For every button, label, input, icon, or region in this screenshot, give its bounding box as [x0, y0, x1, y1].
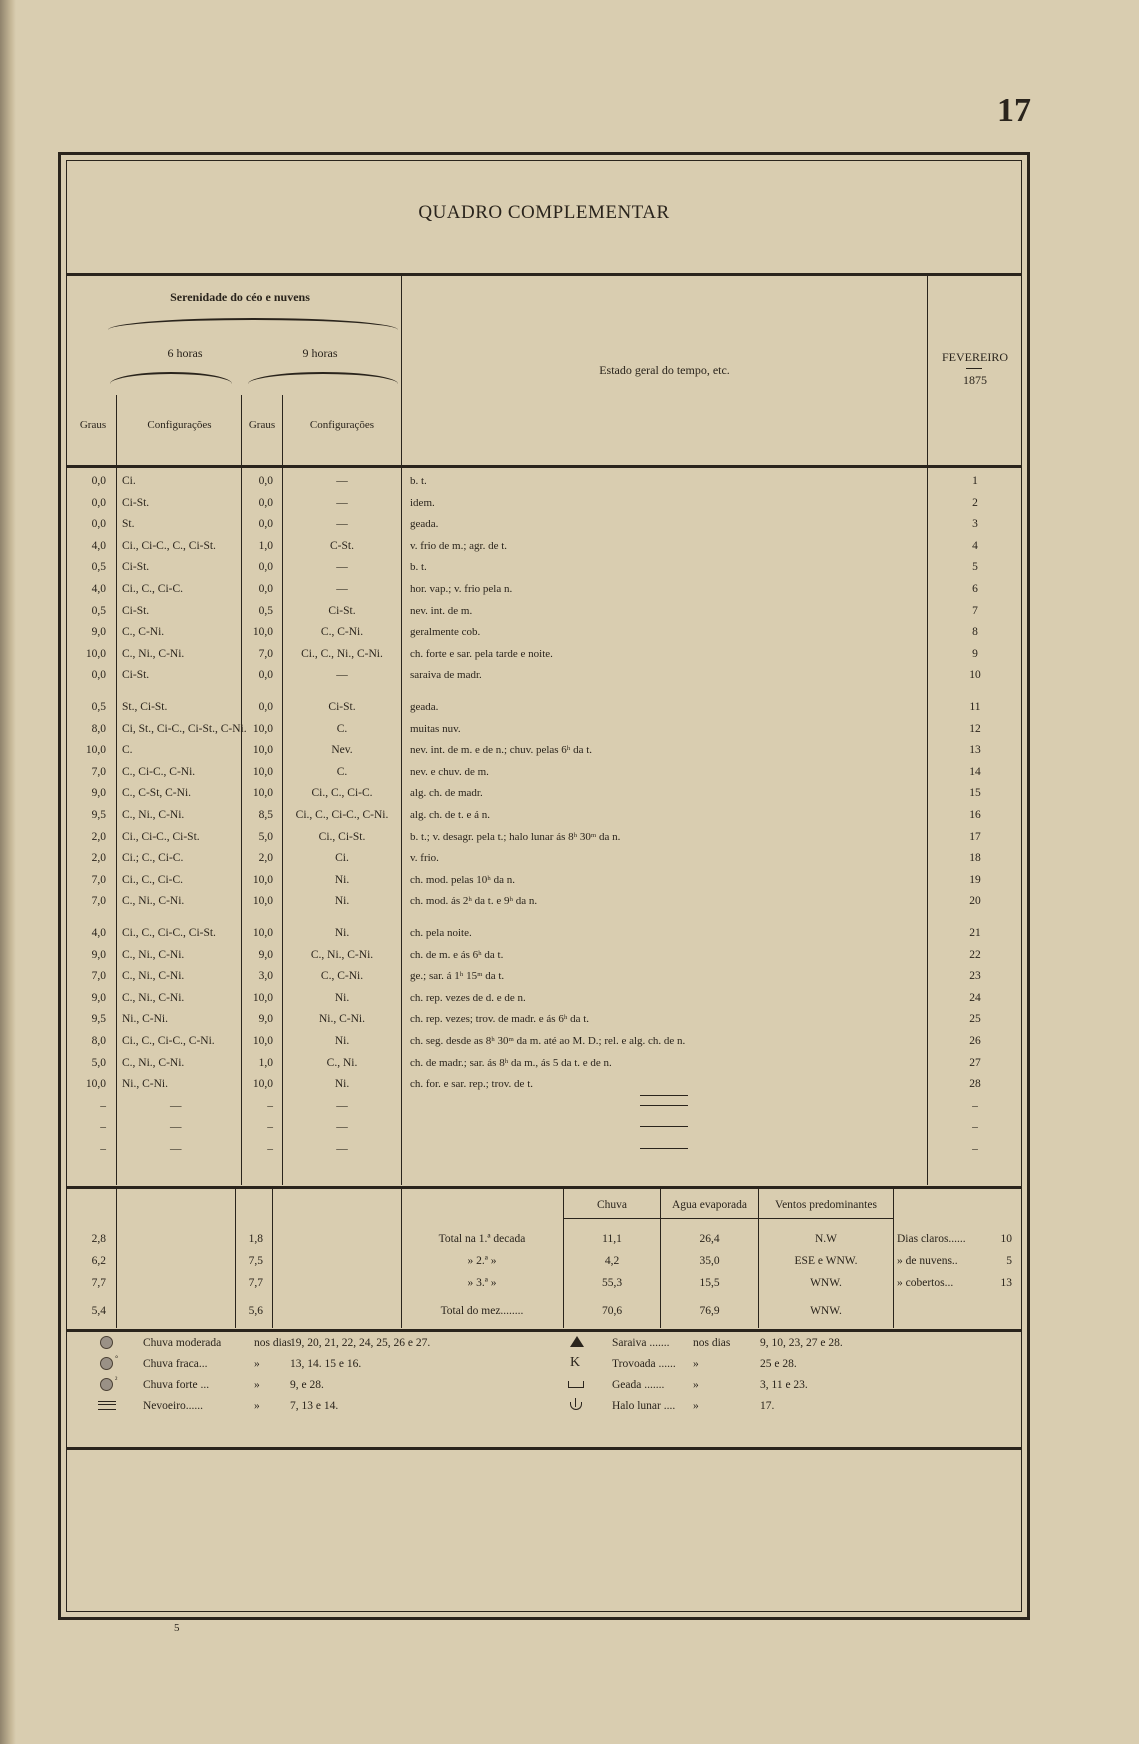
summary-graus-9: 7,7 — [248, 1277, 263, 1289]
cell-day: 24 — [969, 991, 981, 1004]
cell-day: 7 — [972, 604, 978, 617]
cell-graus-6: 9,5 — [91, 1013, 106, 1026]
hail-icon — [570, 1336, 584, 1347]
sum-rule-1 — [116, 1188, 117, 1328]
cell-graus-9: – — [267, 1099, 273, 1112]
summary-agua: 76,9 — [699, 1305, 720, 1317]
summary-header-rule — [564, 1218, 894, 1219]
cell-estado: nev. int. de m. — [410, 604, 473, 617]
cell-config-9: — — [336, 1121, 348, 1134]
cell-config-6: Ni., C-Ni. — [122, 1013, 168, 1026]
cell-graus-9: 0,0 — [258, 669, 273, 682]
summary-ventos: ESE e WNW. — [794, 1255, 858, 1267]
cell-estado: ch. pela noite. — [410, 927, 472, 939]
cell-estado: ch. rep. vezes; trov. de madr. e ás 6ʰ da t. — [410, 1013, 590, 1026]
summary-label: Total do mez........ — [440, 1305, 524, 1317]
cell-graus-9: 10,0 — [252, 895, 273, 908]
legend-top-rule — [66, 1329, 1022, 1332]
cell-config-6: C., Ni., C-Ni. — [122, 970, 185, 983]
cell-graus-6: 5,0 — [91, 1056, 106, 1069]
cell-graus-9: 10,0 — [252, 626, 273, 639]
cell-graus-6: 0,5 — [91, 604, 106, 617]
cell-day: 23 — [969, 970, 981, 983]
cell-config-6: St., Ci-St. — [122, 701, 168, 713]
header-serenidade: Serenidade do céo e nuvens — [170, 290, 310, 304]
thunder-icon: K — [570, 1355, 581, 1370]
summary-graus-9: 5,6 — [248, 1305, 263, 1317]
summary-dias: » cobertos... — [897, 1277, 954, 1289]
cell-day: 11 — [969, 701, 981, 713]
summary-agua: 35,0 — [699, 1255, 720, 1267]
col-rule-4 — [401, 275, 402, 1185]
rain-heavy-icon — [100, 1378, 113, 1391]
cell-estado: muitas nuv. — [410, 722, 461, 735]
legend-sep: » — [693, 1358, 699, 1370]
summary-label: » 2.ª » — [467, 1255, 497, 1267]
cell-config-9: Ci., C., Ci-C., C-Ni. — [295, 809, 389, 821]
cell-graus-9: 0,0 — [258, 561, 273, 574]
cell-config-6: — — [170, 1143, 182, 1155]
cell-graus-9: 10,0 — [252, 765, 273, 778]
cell-graus-6: 0,0 — [91, 496, 106, 509]
cell-graus-6: 9,5 — [91, 809, 106, 821]
header-6-horas: 6 horas — [167, 346, 203, 360]
summary-graus-9: 1,8 — [248, 1233, 263, 1245]
cell-estado: ch. seg. desde as 8ʰ 30ᵐ da m. até ao M. D.; rel. e alg. ch. de n. — [410, 1035, 686, 1047]
cell-graus-9: – — [267, 1143, 273, 1155]
rain-light-icon — [100, 1357, 113, 1370]
legend-name: Chuva fraca... — [143, 1358, 208, 1370]
header-month: FEVEREIRO — [942, 350, 1008, 364]
cell-day: 10 — [969, 669, 981, 682]
legend-name: Geada ....... — [612, 1379, 665, 1391]
cell-config-9: Ci. — [335, 852, 349, 865]
legend-sep: » — [254, 1358, 260, 1370]
cell-config-6: Ni., C-Ni. — [122, 1078, 168, 1091]
legend-name: Chuva moderada — [143, 1337, 222, 1349]
summary-ventos: N.W — [814, 1233, 838, 1245]
cell-graus-6: 10,0 — [85, 744, 106, 757]
cell-graus-9: 10,0 — [252, 722, 273, 735]
cell-graus-9: 10,0 — [252, 744, 273, 757]
cell-graus-6: 0,0 — [91, 669, 106, 682]
legend-name: Chuva forte ... — [143, 1379, 210, 1391]
cell-graus-6: 4,0 — [91, 539, 106, 552]
cell-config-9: — — [336, 518, 348, 531]
summary-header-ventos: Ventos predominantes — [775, 1199, 877, 1211]
cell-estado: v. frio de m.; agr. de t. — [410, 539, 508, 552]
rain-moderate-icon — [100, 1336, 113, 1349]
cell-day: 9 — [972, 647, 978, 660]
header-9-horas: 9 horas — [302, 346, 338, 360]
cell-graus-9: 10,0 — [252, 873, 273, 886]
cell-config-9: C., C-Ni. — [320, 626, 364, 639]
cell-estado: geada. — [410, 701, 439, 713]
cell-graus-6: 9,0 — [91, 787, 106, 800]
summary-label: » 3.ª » — [467, 1277, 497, 1289]
page-title: QUADRO COMPLEMENTAR — [418, 202, 670, 223]
cell-config-9: Ci-St. — [328, 701, 356, 713]
header-config-6: Configurações — [147, 419, 212, 431]
blank-rule — [640, 1105, 688, 1106]
cell-estado: ch. for. e sar. rep.; trov. de t. — [410, 1078, 533, 1091]
cell-graus-9: 0,0 — [258, 583, 273, 595]
cell-graus-6: – — [100, 1121, 106, 1134]
blank-rule — [640, 1148, 688, 1149]
page-number: 17 — [997, 92, 1031, 129]
legend-name: Saraiva ....... — [612, 1337, 670, 1349]
cell-estado: ch. de m. e ás 6ʰ da t. — [410, 948, 504, 961]
cell-graus-6: – — [100, 1143, 106, 1155]
cell-graus-9: 10,0 — [252, 1035, 273, 1047]
header-year: 1875 — [963, 373, 987, 387]
summary-chuva: 70,6 — [601, 1305, 623, 1317]
cell-day: 3 — [972, 518, 978, 531]
cell-graus-9: 10,0 — [252, 927, 273, 939]
cell-graus-6: 0,5 — [91, 561, 106, 574]
cell-config-6: C., Ci-C., C-Ni. — [122, 765, 196, 778]
cell-config-6: C., Ni., C-Ni. — [122, 1056, 185, 1069]
summary-agua: 15,5 — [699, 1277, 720, 1289]
cell-config-9: C., Ni., C-Ni. — [310, 948, 374, 961]
cell-config-9: Ni. — [334, 927, 350, 939]
cell-config-6: Ci., Ci-C., Ci-St. — [122, 830, 200, 843]
legend-name: Trovoada ...... — [612, 1358, 676, 1370]
cell-config-9: — — [336, 496, 348, 509]
summary-chuva: 55,3 — [601, 1277, 623, 1289]
cell-config-9: Ci., Ci-St. — [318, 830, 366, 843]
legend-days: 25 e 28. — [760, 1358, 797, 1370]
cell-config-9: Ni. — [334, 1035, 350, 1047]
cell-day: 28 — [969, 1078, 981, 1091]
cell-estado: geada. — [410, 518, 439, 531]
cell-day: 15 — [969, 787, 981, 800]
summary-top-rule — [66, 1186, 1022, 1189]
cell-graus-9: 2,0 — [258, 852, 273, 865]
cell-day: 19 — [969, 873, 981, 886]
cell-config-9: Ni., C-Ni. — [319, 1013, 365, 1026]
summary-graus-6: 7,7 — [91, 1277, 106, 1289]
cell-day: 17 — [969, 830, 981, 843]
cell-estado: geralmente cob. — [410, 626, 481, 639]
cell-graus-9: 10,0 — [252, 1078, 273, 1091]
cell-estado: idem. — [410, 496, 435, 509]
summary-chuva: 4,2 — [604, 1255, 620, 1267]
legend-sep: » — [693, 1400, 699, 1412]
cell-day: 16 — [969, 809, 981, 821]
cell-graus-6: 4,0 — [91, 927, 106, 939]
cell-config-6: C., Ni., C-Ni. — [122, 809, 185, 821]
cell-graus-9: 0,5 — [258, 604, 273, 617]
legend-days: 17. — [760, 1400, 775, 1412]
cell-day: 5 — [972, 561, 978, 574]
cell-estado: ch. rep. vezes de d. e de n. — [410, 991, 526, 1004]
cell-estado: saraiva de madr. — [410, 669, 482, 682]
cell-graus-9: 1,0 — [258, 1056, 273, 1069]
summary-dias-count: 13 — [1000, 1277, 1012, 1289]
cell-estado: ch. forte e sar. pela tarde e noite. — [410, 647, 553, 660]
legend-days: 9, 10, 23, 27 e 28. — [760, 1337, 843, 1349]
legend-sep: » — [693, 1379, 699, 1391]
sup-mark: ² — [115, 1375, 118, 1384]
cell-graus-6: 0,5 — [91, 701, 106, 713]
cell-config-9: — — [336, 1143, 348, 1155]
cell-graus-9: 0,0 — [258, 475, 273, 487]
cell-config-9: — — [336, 669, 348, 682]
col-rule-1 — [116, 395, 117, 1185]
cell-graus-6: 9,0 — [91, 626, 106, 639]
cell-day: 25 — [969, 1013, 981, 1026]
summary-graus-6: 5,4 — [91, 1305, 106, 1317]
cell-estado: ch. mod. pelas 10ʰ da n. — [410, 873, 515, 886]
cell-config-6: Ci., C., Ci-C. — [122, 873, 184, 886]
cell-graus-6: 10,0 — [85, 647, 106, 660]
cell-graus-9: 10,0 — [252, 787, 273, 800]
cell-day: – — [972, 1099, 978, 1112]
cell-day: 26 — [969, 1035, 981, 1047]
summary-ventos: WNW. — [810, 1305, 842, 1317]
cell-config-6: Ci, St., Ci-C., Ci-St., C-Ni. — [122, 722, 247, 735]
cell-graus-6: 2,0 — [91, 830, 106, 843]
cell-config-9: C., Ni. — [326, 1056, 358, 1069]
cell-config-6: — — [170, 1099, 182, 1112]
legend-days: 9, e 28. — [290, 1379, 324, 1391]
cell-day: 6 — [972, 583, 978, 595]
cell-graus-6: 7,0 — [91, 873, 106, 886]
legend-sep: nos dias — [254, 1337, 292, 1349]
cell-day: 12 — [969, 722, 981, 735]
cell-estado: alg. ch. de madr. — [410, 787, 483, 800]
summary-ventos: WNW. — [810, 1277, 842, 1289]
cell-day: 27 — [969, 1056, 981, 1069]
cell-config-6: C., Ni., C-Ni. — [122, 647, 185, 660]
fog-icon — [98, 1401, 116, 1410]
cell-graus-9: 10,0 — [252, 991, 273, 1004]
cell-graus-6: – — [100, 1099, 106, 1112]
cell-config-9: Ci., C., Ni., C-Ni. — [301, 647, 383, 660]
cell-config-6: Ci., C., Ci-C., C-Ni. — [122, 1035, 215, 1047]
cell-graus-9: 8,5 — [258, 809, 273, 821]
cell-config-6: Ci.; C., Ci-C. — [122, 852, 184, 865]
cell-config-9: Ni. — [334, 873, 350, 886]
cell-estado: ch. de madr.; sar. ás 8ʰ da m., ás 5 da t. e de n. — [410, 1056, 612, 1069]
cell-config-9: Ni. — [334, 895, 350, 908]
summary-label: Total na 1.ª decada — [438, 1233, 526, 1245]
cell-config-9: Ni. — [334, 1078, 350, 1091]
cell-day: 2 — [972, 496, 978, 509]
cell-config-6: Ci., Ci-C., C., Ci-St. — [122, 539, 216, 552]
cell-config-6: Ci. — [122, 475, 136, 487]
header-month-dash — [966, 368, 982, 369]
summary-dias: Dias claros...... — [897, 1233, 966, 1245]
cell-config-6: C., C-St, C-Ni. — [122, 787, 192, 800]
sup-mark: ° — [115, 1354, 119, 1363]
cell-day: 21 — [969, 927, 981, 939]
blank-rule — [640, 1095, 688, 1096]
summary-graus-6: 2,8 — [91, 1233, 106, 1245]
cell-graus-6: 7,0 — [91, 970, 106, 983]
book-spine — [0, 0, 16, 1744]
header-estado: Estado geral do tempo, etc. — [599, 363, 730, 377]
cell-config-6: C., Ni., C-Ni. — [122, 895, 185, 908]
legend-days: 19, 20, 21, 22, 24, 25, 26 e 27. — [290, 1337, 431, 1349]
summary-dias-count: 10 — [1000, 1233, 1012, 1245]
legend-sep: nos dias — [693, 1337, 731, 1349]
cell-graus-6: 8,0 — [91, 1035, 106, 1047]
cell-config-9: — — [336, 561, 348, 574]
cell-config-9: C-St. — [330, 539, 354, 552]
blank-rule — [640, 1126, 688, 1127]
summary-dias-count: 5 — [1006, 1255, 1012, 1267]
cell-graus-6: 0,0 — [91, 475, 106, 487]
legend-name: Halo lunar .... — [612, 1400, 676, 1412]
legend-days: 7, 13 e 14. — [290, 1400, 339, 1412]
legend-sep: » — [254, 1400, 260, 1412]
cell-estado: b. t.; v. desagr. pela t.; halo lunar ás 8ʰ 30ᵐ da n. — [410, 830, 621, 843]
cell-day: 8 — [972, 626, 978, 639]
cell-estado: hor. vap.; v. frio pela n. — [410, 583, 513, 595]
cell-graus-9: 1,0 — [258, 539, 273, 552]
cell-estado: nev. int. de m. e de n.; chuv. pelas 6ʰ da t. — [410, 744, 593, 757]
cell-graus-6: 2,0 — [91, 852, 106, 865]
cell-config-9: Ci., C., Ci-C. — [311, 787, 373, 800]
cell-config-9: — — [336, 583, 348, 595]
cell-graus-6: 7,0 — [91, 765, 106, 778]
cell-graus-9: 5,0 — [258, 830, 273, 843]
cell-day: 18 — [969, 852, 981, 865]
summary-agua: 26,4 — [699, 1233, 720, 1245]
col-rule-5 — [927, 275, 928, 1185]
cell-config-9: — — [336, 1099, 348, 1112]
cell-day: – — [972, 1121, 978, 1134]
legend-bottom-rule — [66, 1447, 1022, 1450]
cell-config-6: — — [170, 1121, 182, 1134]
cell-graus-9: 3,0 — [258, 970, 273, 983]
cell-day: 20 — [969, 895, 981, 908]
frost-icon — [568, 1381, 584, 1388]
cell-day: 14 — [969, 765, 981, 778]
legend-sep: » — [254, 1379, 260, 1391]
cell-config-9: C. — [336, 765, 348, 778]
cell-graus-9: 7,0 — [258, 647, 273, 660]
cell-graus-9: 0,0 — [258, 496, 273, 509]
header-top-rule — [66, 273, 1022, 276]
header-graus-6: Graus — [79, 419, 107, 431]
cell-config-9: Ci-St. — [328, 604, 356, 617]
summary-graus-9: 7,5 — [248, 1255, 263, 1267]
legend-days: 13, 14. 15 e 16. — [290, 1358, 362, 1370]
cell-estado: ge.; sar. á 1ʰ 15ᵐ da t. — [410, 970, 505, 983]
header-graus-9: Graus — [248, 419, 276, 431]
cell-day: 22 — [969, 948, 981, 961]
signature-mark: 5 — [174, 1622, 180, 1634]
header-bottom-rule — [66, 465, 1022, 468]
cell-config-9: Ni. — [334, 991, 350, 1004]
cell-graus-6: 9,0 — [91, 991, 106, 1004]
cell-estado: b. t. — [410, 475, 427, 487]
cell-config-6: Ci., C., Ci-C., Ci-St. — [122, 927, 216, 939]
cell-estado: nev. e chuv. de m. — [410, 765, 489, 778]
cell-estado: v. frio. — [410, 852, 439, 865]
cell-config-6: C., Ni., C-Ni. — [122, 991, 185, 1004]
cell-estado: b. t. — [410, 561, 427, 574]
cell-graus-6: 8,0 — [91, 722, 106, 735]
cell-graus-6: 10,0 — [85, 1078, 106, 1091]
cell-config-9: C. — [336, 722, 348, 735]
sum-rule-8 — [893, 1188, 894, 1328]
cell-graus-9: 9,0 — [258, 1013, 273, 1026]
cell-graus-6: 0,0 — [91, 518, 106, 531]
cell-config-6: Ci-St. — [122, 669, 150, 682]
summary-header-agua: Agua evaporada — [671, 1199, 748, 1211]
cell-graus-6: 9,0 — [91, 948, 106, 961]
cell-graus-6: 4,0 — [91, 583, 106, 595]
cell-day: – — [972, 1143, 978, 1155]
cell-estado: alg. ch. de t. e á n. — [410, 809, 491, 821]
summary-dias: » de nuvens.. — [897, 1255, 958, 1267]
cell-graus-9: – — [267, 1121, 273, 1134]
legend-days: 3, 11 e 23. — [760, 1379, 808, 1391]
cell-graus-9: 0,0 — [258, 518, 273, 531]
header-config-9: Configurações — [309, 419, 375, 431]
cell-graus-9: 0,0 — [258, 701, 273, 713]
summary-header-chuva: Chuva — [596, 1199, 628, 1211]
cell-config-9: C., C-Ni. — [320, 970, 364, 983]
cell-graus-9: 9,0 — [258, 948, 273, 961]
cell-day: 13 — [969, 744, 981, 757]
cell-day: 1 — [972, 475, 978, 487]
cell-day: 4 — [972, 539, 978, 552]
cell-config-6: C., Ni., C-Ni. — [122, 948, 185, 961]
cell-config-9: Nev. — [331, 744, 353, 757]
summary-graus-6: 6,2 — [91, 1255, 106, 1267]
sum-rule-3 — [272, 1188, 273, 1328]
cell-estado: ch. mod. ás 2ʰ da t. e 9ʰ da n. — [410, 895, 538, 908]
cell-config-6: C., C-Ni. — [122, 626, 165, 639]
cell-config-6: C. — [122, 744, 133, 757]
cell-config-9: — — [336, 475, 348, 487]
cell-config-6: Ci-St. — [122, 604, 150, 617]
cell-config-6: Ci-St. — [122, 561, 150, 574]
legend-name: Nevoeiro...... — [143, 1400, 204, 1412]
cell-config-6: Ci-St. — [122, 496, 150, 509]
cell-config-6: Ci., C., Ci-C. — [122, 583, 184, 595]
cell-config-6: St. — [122, 518, 135, 531]
cell-graus-6: 7,0 — [91, 895, 106, 908]
summary-chuva: 11,1 — [602, 1233, 622, 1245]
